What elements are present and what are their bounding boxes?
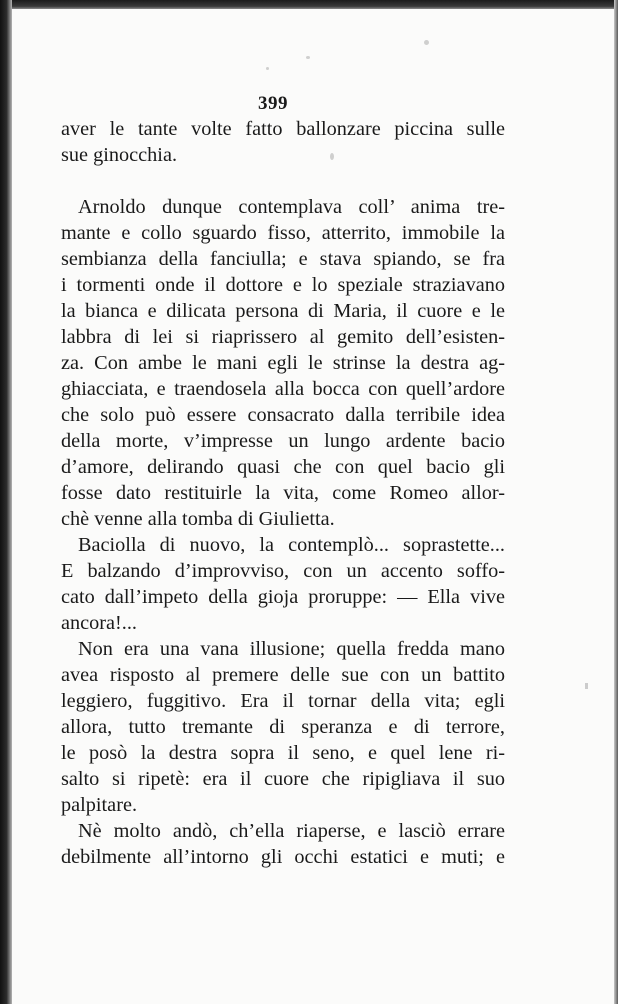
text-line: Non era una vana illusione; quella fredda mano <box>78 638 505 660</box>
text-line: d’amore, delirando quasi che con quel bacio gli <box>61 456 505 478</box>
text-line: sue ginocchia. <box>61 144 178 166</box>
text-line: i tormenti onde il dottore e lo speziale straziavano <box>61 274 505 296</box>
text-line: salto si ripetè: era il cuore che ripigliava il suo <box>61 768 505 790</box>
scan-edge-left <box>0 0 12 1004</box>
text-line: chè venne alla tomba di Giulietta. <box>61 508 335 530</box>
text-line: le posò la destra sopra il seno, e quel lene ri- <box>61 742 505 764</box>
text-line: Nè molto andò, ch’ella riaperse, e lasciò errare <box>78 820 505 842</box>
paragraph <box>61 818 505 870</box>
paragraph <box>61 194 505 532</box>
text-line: mante e collo sguardo fisso, atterrito, immobile la <box>61 222 505 244</box>
text-line: fosse dato restituirle la vita, come Romeo allor- <box>61 482 505 504</box>
paragraph-gap <box>61 168 505 194</box>
text-line: Arnoldo dunque contemplava coll’ anima tre- <box>78 196 505 218</box>
text-line: ghiacciata, e traendosela alla bocca con quell’ardore <box>61 378 505 400</box>
paper-speck <box>306 56 310 59</box>
paper-speck <box>424 40 429 45</box>
text-line: za. Con ambe le mani egli le strinse la destra ag- <box>61 352 505 374</box>
text-line: debilmente all’intorno gli occhi estatici e muti; e <box>61 846 505 868</box>
scan-edge-right <box>614 0 618 1004</box>
text-line: cato dall’impeto della gioja proruppe: — Ella vive <box>61 586 505 608</box>
page-number: 399 <box>258 93 288 114</box>
text-line: E balzando d’improvviso, con un accento soffo- <box>61 560 505 582</box>
text-line: allora, tutto tremante di speranza e di terrore, <box>61 716 505 738</box>
text-line: leggiero, fuggitivo. Era il tornar della vita; egli <box>61 690 505 712</box>
text-line: avea risposto al premere delle sue con un battito <box>61 664 505 686</box>
text-line: labbra di lei si riaprissero al gemito dell’esisten- <box>61 326 505 348</box>
text-line: della morte, v’impresse un lungo ardente bacio <box>61 430 505 452</box>
paragraph <box>61 116 505 168</box>
text-line: ancora!... <box>61 612 138 634</box>
body-text <box>61 116 505 870</box>
paragraph <box>61 532 505 636</box>
paper-speck <box>266 67 269 70</box>
text-line: Baciolla di nuovo, la contemplò... soprastette... <box>78 534 505 556</box>
text-line: sembianza della fanciulla; e stava spiando, se fra <box>61 248 505 270</box>
text-line: aver le tante volte fatto ballonzare piccina sulle <box>61 118 505 140</box>
text-line: palpitare. <box>61 794 138 816</box>
text-line: la bianca e dilicata persona di Maria, il cuore e le <box>61 300 505 322</box>
paper-speck <box>585 683 588 689</box>
scan-edge-top <box>0 0 618 9</box>
paragraph <box>61 636 505 818</box>
text-line: che solo può essere consacrato dalla terribile idea <box>61 404 505 426</box>
